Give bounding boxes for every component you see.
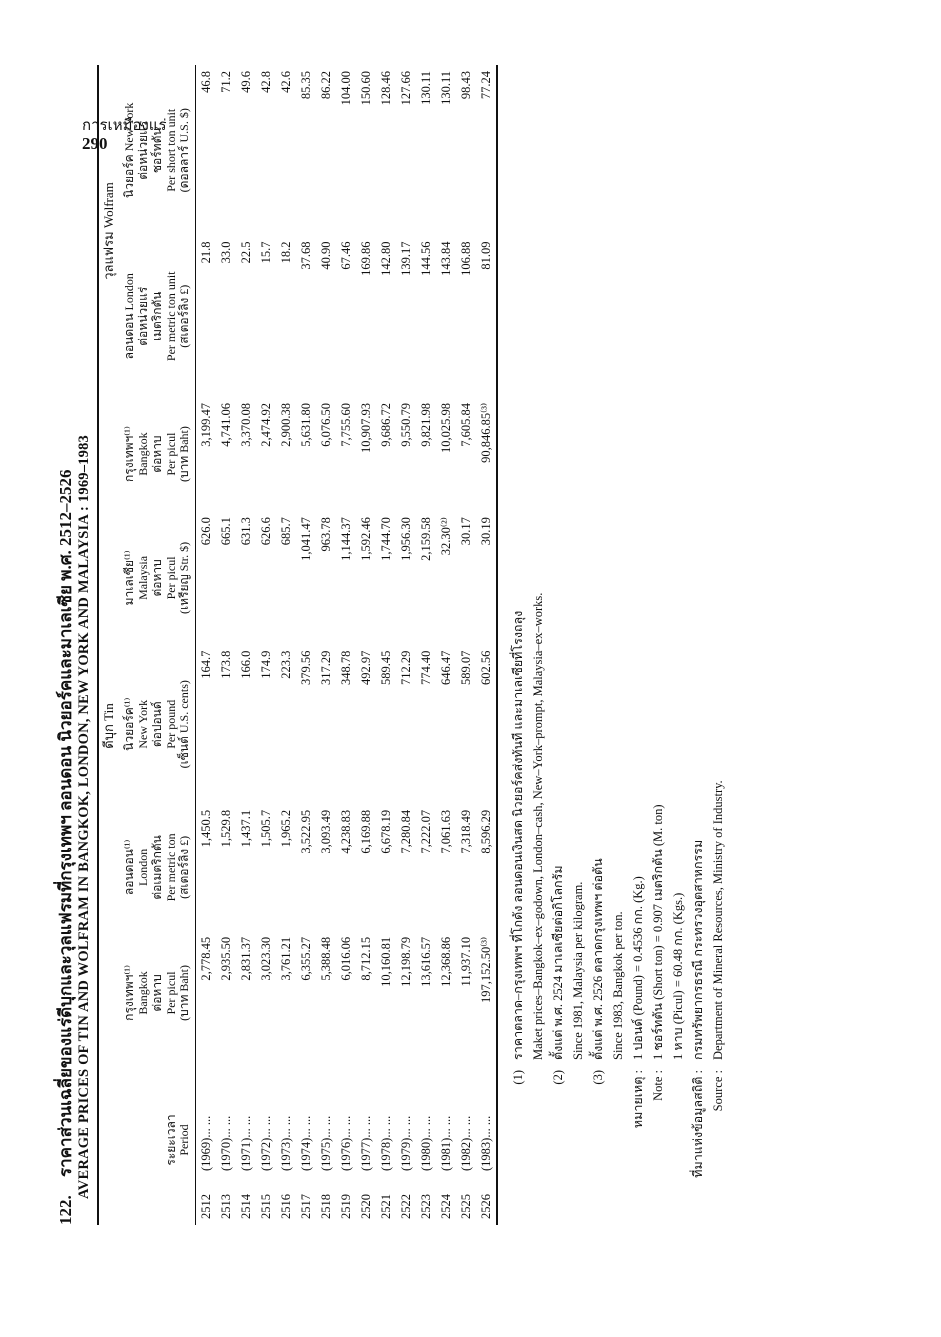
value-cell: 1,450.5 <box>198 809 213 848</box>
note-text: Department of Mineral Resources, Ministry of Industry. <box>711 780 726 1060</box>
value-cell: 37.68 <box>298 241 313 270</box>
value-cell: 13,616.57 <box>418 936 433 987</box>
note-row <box>588 65 608 1225</box>
value-cell: 42.6 <box>278 71 293 93</box>
value-cell: 646.47 <box>438 650 453 686</box>
note-text: 1 หาบ (Picul) = 60.48 กก. (Kgs.) <box>671 892 686 1060</box>
value-cell: 626.6 <box>258 517 273 546</box>
note-text: กรมทรัพยากรธรณี กระทรวงอุตสาหกรรม <box>691 839 706 1060</box>
value-cell: 144.56 <box>418 241 433 276</box>
period-cell: (1973)... ... <box>278 1115 293 1171</box>
value-cell: 6,016.06 <box>338 936 353 981</box>
column-header-en: Bangkok <box>135 971 150 1015</box>
note-text: ตั้งแต่ พ.ศ. 2524 มาเลเซียต่อกิโลกรัม <box>551 865 566 1060</box>
value-cell: 6,355.27 <box>298 936 313 981</box>
table-row <box>456 65 476 1225</box>
period-cell: (1976)... ... <box>338 1115 353 1171</box>
rotated-table-page <box>55 65 885 1225</box>
note-row <box>668 65 688 1225</box>
value-cell: 3,370.08 <box>238 402 253 447</box>
period-cell: (1969)... ... <box>198 1115 213 1171</box>
note-label <box>568 1060 588 1225</box>
value-cell: 1,744.70 <box>378 517 393 561</box>
column-header <box>120 645 195 804</box>
value-cell: 90,846.85⁽³⁾ <box>476 397 497 511</box>
value-cell: 4,238.83 <box>338 809 353 854</box>
column-header <box>120 236 195 397</box>
value-cell: 9,686.72 <box>378 402 393 447</box>
note-label <box>668 1060 688 1225</box>
value-cell: 3,199.47 <box>198 402 213 447</box>
note-label: หมายเหตุ : <box>631 1070 646 1129</box>
value-cell: 317.29 <box>318 650 333 686</box>
table-row <box>236 65 256 1225</box>
value-cell: 589.45 <box>378 650 393 686</box>
period-cell: (1970)... ... <box>218 1115 233 1171</box>
period-cell: (1979)... ... <box>398 1115 413 1171</box>
table-row <box>196 65 217 1225</box>
note-text: ตั้งแต่ พ.ศ. 2526 ตลาดกรุงเทพฯ ต่อตัน <box>591 858 606 1060</box>
value-cell: 49.6 <box>238 71 253 93</box>
value-cell: 169.86 <box>358 241 373 276</box>
column-header-unit-th: (บาท Baht) <box>177 426 192 483</box>
note-label: (3) <box>591 1070 606 1085</box>
column-header-sub: ต่อเมตริกตัน <box>149 835 164 900</box>
value-cell: 1,437.1 <box>238 809 253 848</box>
value-cell: 128.46 <box>378 71 393 106</box>
value-cell: 130.11 <box>418 71 433 105</box>
value-cell: 33.0 <box>218 241 233 264</box>
note-row <box>528 65 548 1225</box>
column-header-sub: ชอร์ทตัน <box>149 127 164 174</box>
column-header-unit-th: (สเตอร์ลิง £) <box>177 835 192 899</box>
buddhist-year-cell: 2517 <box>298 1194 313 1219</box>
value-cell: 2,900.38 <box>278 402 293 447</box>
value-cell: 127.66 <box>398 71 413 106</box>
column-header-unit-th: (บาท Baht) <box>177 964 192 1021</box>
buddhist-year-cell: 2519 <box>338 1194 353 1219</box>
value-cell: 2,778.45 <box>198 936 213 981</box>
title-thai: ราคาส่วนเฉลี่ยของแร่ดีบุกและวุลแฟรมที่กรุงเทพฯ ลอนดอน นิวยอร์คและมาเลเซีย พ.ศ. 2512–2526 <box>56 469 75 1177</box>
value-cell: 40.90 <box>318 241 333 270</box>
buddhist-year-cell: 2514 <box>238 1194 253 1219</box>
table-row <box>356 65 376 1225</box>
value-cell: 1,956.30 <box>398 517 413 561</box>
column-header-sub: ต่อหาบ <box>149 559 164 597</box>
column-header-thai: ลอนดอน London <box>122 273 137 360</box>
value-cell: 42.8 <box>258 71 273 93</box>
wolfram-group-header: วุลแฟรม Wolfram <box>101 182 117 280</box>
column-header-thai: นิวยอร์ค New York <box>122 102 137 198</box>
value-cell: 8,596.29 <box>476 804 497 931</box>
table-row <box>396 65 416 1225</box>
column-header-en: ต่อหน่วยแร่ <box>135 286 150 346</box>
column-header-unit-th: (สเตอร์ลิง £) <box>177 284 192 348</box>
value-cell: 6,076.50 <box>318 402 333 447</box>
value-cell: 7,222.07 <box>418 809 433 854</box>
footnotes <box>508 65 728 1225</box>
note-label: Note : <box>651 1070 666 1101</box>
period-cell: (1975)... ... <box>318 1115 333 1171</box>
column-header-thai: กรุงเทพฯ⁽¹⁾ <box>122 965 137 1021</box>
page-number: 290 <box>82 133 108 153</box>
value-cell: 4,741.06 <box>218 402 233 447</box>
value-cell: 46.8 <box>198 71 213 93</box>
value-cell: 631.3 <box>238 517 253 546</box>
value-cell: 173.8 <box>218 650 233 679</box>
value-cell: 30.19 <box>476 511 497 644</box>
period-cell: (1972)... ... <box>258 1115 273 1171</box>
value-cell: 86.22 <box>318 71 333 100</box>
value-cell: 223.3 <box>278 650 293 679</box>
table-row <box>476 65 497 1225</box>
note-text: 1 ชอร์ทตัน (Short ton) = 0.907 เมตริกตัน (M. ton) <box>651 804 666 1060</box>
value-cell: 348.78 <box>338 650 353 686</box>
value-cell: 2,935.50 <box>218 936 233 981</box>
value-cell: 665.1 <box>218 517 233 546</box>
value-cell: 5,388.48 <box>318 936 333 981</box>
buddhist-year-cell: 2522 <box>398 1194 413 1219</box>
table-row <box>316 65 336 1225</box>
column-header-en: New York <box>135 699 150 749</box>
column-header-thai: กรุงเทพฯ⁽¹⁾ <box>122 426 137 482</box>
title-english: AVERAGE PRICES OF TIN AND WOLFRAM IN BANGKOK, LONDON, NEW YORK AND MALAYSIA : 1969–1983 <box>76 435 93 1199</box>
value-cell: 1,041.47 <box>298 517 313 561</box>
note-text: Since 1983, Bangkok per ton. <box>611 911 626 1060</box>
note-row <box>628 65 648 1225</box>
column-header-unit-th: (ดอลลาร์ U.S. $) <box>177 108 192 193</box>
column-header-en: Malaysia <box>135 555 150 600</box>
column-header-en: London <box>135 848 150 887</box>
period-header: ระยะเวลา Period <box>99 1055 195 1225</box>
value-cell: 150.60 <box>358 71 373 106</box>
value-cell: 685.7 <box>278 517 293 546</box>
column-header <box>120 65 195 236</box>
table-row <box>376 65 396 1225</box>
note-row <box>548 65 568 1225</box>
value-cell: 104.00 <box>338 71 353 106</box>
buddhist-year-cell: 2524 <box>438 1194 453 1219</box>
column-header-unit-en: Per picul <box>163 432 178 476</box>
column-header-unit-en: Per metric ton <box>163 833 178 902</box>
value-cell: 12,198.79 <box>398 936 413 987</box>
value-cell: 77.24 <box>476 65 497 236</box>
value-cell: 12,368.86 <box>438 936 453 987</box>
column-header <box>120 804 195 931</box>
value-cell: 602.56 <box>476 645 497 804</box>
value-cell: 85.35 <box>298 71 313 100</box>
value-cell: 10,907.93 <box>358 402 373 453</box>
value-cell: 1,144.37 <box>338 517 353 561</box>
column-header-unit-en: Per pound <box>163 699 178 749</box>
note-text: Maket prices–Bangkok–ex–godown, London–cash, New–York–prompt, Malaysia–ex–works. <box>531 592 546 1060</box>
note-row <box>608 65 628 1225</box>
column-header-en: ต่อหน่วยแร่ <box>135 120 150 180</box>
column-header-thai: ลอนดอน⁽¹⁾ <box>122 839 137 896</box>
note-row <box>688 65 708 1225</box>
value-cell: 130.11 <box>438 71 453 105</box>
note-row <box>568 65 588 1225</box>
column-header-unit-th: (เซ็นต์ U.S. cents) <box>177 680 192 769</box>
value-cell: 6,169.88 <box>358 809 373 854</box>
value-cell: 7,280.84 <box>398 809 413 854</box>
value-cell: 174.9 <box>258 650 273 679</box>
value-cell: 164.7 <box>198 650 213 679</box>
buddhist-year-cell: 2515 <box>258 1194 273 1219</box>
period-cell: (1983)... ... <box>476 1055 497 1177</box>
value-cell: 142.80 <box>378 241 393 276</box>
table-row <box>416 65 436 1225</box>
value-cell: 11,937.10 <box>458 936 473 987</box>
value-cell: 15.7 <box>258 241 273 264</box>
note-label: ที่มาแห่งข้อมูลสถิติ : <box>691 1070 706 1178</box>
table-row <box>276 65 296 1225</box>
note-text: 1 ปอนด์ (Pound) = 0.4536 กก. (Kg.) <box>631 876 646 1060</box>
value-cell: 5,631.80 <box>298 402 313 447</box>
value-cell: 1,965.2 <box>278 809 293 848</box>
value-cell: 963.78 <box>318 517 333 552</box>
price-table <box>99 65 498 1225</box>
value-cell: 71.2 <box>218 71 233 93</box>
period-cell: (1977)... ... <box>358 1115 373 1171</box>
column-header-en: Bangkok <box>135 432 150 476</box>
column-header-sub: เมตริกตัน <box>149 291 164 342</box>
value-cell: 32.30⁽²⁾ <box>439 517 454 556</box>
column-header-unit-en: Per picul <box>163 556 178 600</box>
buddhist-year-cell: 2513 <box>218 1194 233 1219</box>
value-cell: 22.5 <box>238 241 253 264</box>
value-cell: 7,061.63 <box>438 809 453 854</box>
buddhist-year-cell: 2526 <box>476 1177 497 1225</box>
column-header-sub: ต่อหาบ <box>149 435 164 473</box>
table-number: 122. <box>56 1195 75 1225</box>
column-header <box>120 511 195 644</box>
column-header-sub: ต่อหาบ <box>149 974 164 1012</box>
table-row <box>216 65 236 1225</box>
value-cell: 67.46 <box>338 241 353 270</box>
value-cell: 774.40 <box>418 650 433 686</box>
value-cell: 9,821.98 <box>418 402 433 447</box>
value-cell: 2,159.58 <box>418 517 433 561</box>
period-cell: (1978)... ... <box>378 1115 393 1171</box>
note-label: (2) <box>551 1070 566 1085</box>
note-label: (1) <box>511 1070 526 1085</box>
note-label <box>528 1060 548 1225</box>
note-row <box>708 65 728 1225</box>
column-header-unit-en: Per picul <box>163 971 178 1015</box>
value-cell: 379.56 <box>298 650 313 686</box>
value-cell: 7,605.84 <box>458 402 473 447</box>
buddhist-year-cell: 2525 <box>458 1194 473 1219</box>
value-cell: 589.07 <box>458 650 473 686</box>
period-cell: (1971)... ... <box>238 1115 253 1171</box>
value-cell: 143.84 <box>438 241 453 276</box>
note-label <box>608 1060 628 1225</box>
column-header-thai: นิวยอร์ค⁽¹⁾ <box>122 697 137 751</box>
note-row <box>508 65 528 1225</box>
table-row <box>436 65 456 1225</box>
value-cell: 7,318.49 <box>458 809 473 854</box>
column-header <box>120 397 195 511</box>
note-row <box>648 65 668 1225</box>
value-cell: 1,592.46 <box>358 517 373 561</box>
value-cell: 2,474.92 <box>258 402 273 447</box>
column-header-thai: มาเลเซีย⁽¹⁾ <box>122 550 137 606</box>
note-label: Source : <box>711 1070 726 1112</box>
column-header <box>120 931 195 1055</box>
value-cell: 166.0 <box>238 650 253 679</box>
value-cell: 1,529.8 <box>218 809 233 848</box>
value-cell: 7,755.60 <box>338 402 353 447</box>
value-cell: 10,025.98 <box>438 402 453 453</box>
value-cell: 3,023.30 <box>258 936 273 981</box>
value-cell: 1,505.7 <box>258 809 273 848</box>
column-header-unit-en: Per short ton unit <box>163 108 178 192</box>
value-cell: 139.17 <box>398 241 413 276</box>
column-header-unit-th: (เหรียญ Str. $) <box>177 541 192 614</box>
column-header-sub: ต่อปอนด์ <box>149 701 164 748</box>
buddhist-year-cell: 2516 <box>278 1194 293 1219</box>
value-cell: 18.2 <box>278 241 293 264</box>
value-cell: 21.8 <box>198 241 213 264</box>
period-cell: (1982)... ... <box>458 1115 473 1171</box>
table-row <box>336 65 356 1225</box>
value-cell: 3,093.49 <box>318 809 333 854</box>
value-cell: 106.88 <box>458 241 473 276</box>
value-cell: 712.29 <box>398 650 413 686</box>
value-cell: 6,678.19 <box>378 809 393 854</box>
note-text: Since 1981, Malaysia per kilogram. <box>571 881 586 1060</box>
value-cell: 98.43 <box>458 71 473 100</box>
table-row <box>256 65 276 1225</box>
buddhist-year-cell: 2518 <box>318 1194 333 1219</box>
buddhist-year-cell: 2523 <box>418 1194 433 1219</box>
value-cell: 3,522.95 <box>298 809 313 854</box>
period-cell: (1980)... ... <box>418 1115 433 1171</box>
value-cell: 8,712.15 <box>358 936 373 981</box>
value-cell: 81.09 <box>476 236 497 397</box>
value-cell: 197,152.50⁽³⁾ <box>476 931 497 1055</box>
note-text: ราคาตลาด–กรุงเทพฯ ที่โกดัง ลอนดอนเงินสด นิวยอร์คส่งทันที และมาเลเซียที่โรงถลุง <box>511 610 526 1060</box>
period-cell: (1974)... ... <box>298 1115 313 1171</box>
value-cell: 626.0 <box>198 517 213 546</box>
value-cell: 10,160.81 <box>378 936 393 987</box>
value-cell: 492.97 <box>358 650 373 686</box>
tin-group-header: ดีบุก Tin <box>101 703 117 749</box>
column-header-unit-en: Per metric ton unit <box>163 271 178 362</box>
buddhist-year-cell: 2521 <box>378 1194 393 1219</box>
value-cell: 3,761.21 <box>278 936 293 981</box>
section-name: การเหมืองแร่ <box>82 118 167 134</box>
table-row <box>296 65 316 1225</box>
value-cell: 30.17 <box>458 517 473 546</box>
buddhist-year-cell: 2520 <box>358 1194 373 1219</box>
period-cell: (1981)... ... <box>438 1115 453 1171</box>
value-cell: 2,831.37 <box>238 936 253 981</box>
value-cell: 9,550.79 <box>398 402 413 447</box>
buddhist-year-cell: 2512 <box>198 1194 213 1219</box>
table-title <box>55 65 76 1225</box>
